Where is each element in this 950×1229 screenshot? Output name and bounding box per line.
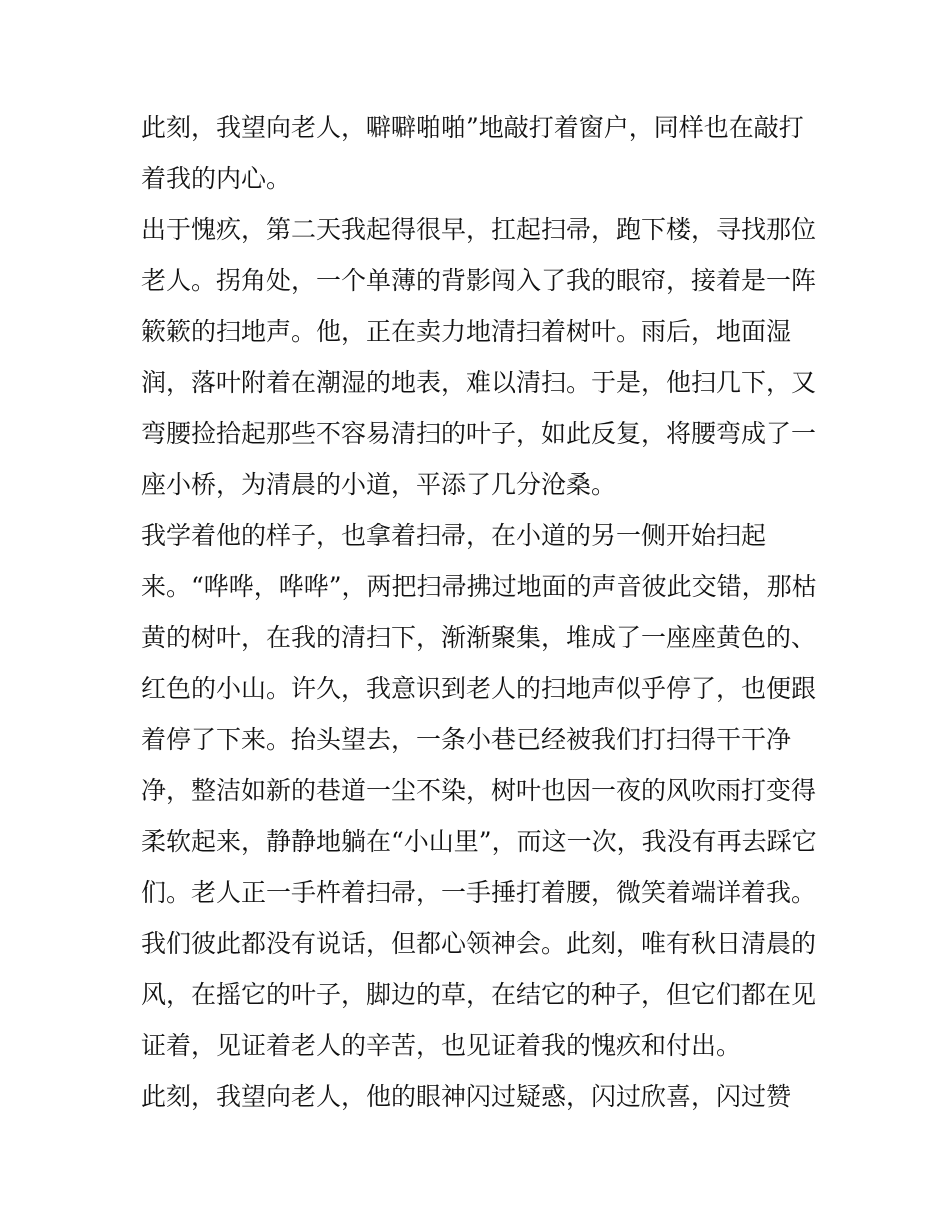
text-line: 我们彼此都没有说话，但都心领神会。此刻，唯有秋日清晨的 [141,929,817,958]
text-line: 润，落叶附着在潮湿的地表，难以清扫。于是，他扫几下，又 [141,368,817,397]
text-line: 证着，见证着老人的辛苦，也见证着我的愧疚和付出。 [141,1031,742,1060]
text-line: 柔软起来，静静地躺在“小山里”，而这一次，我没有再去踩它 [141,827,817,856]
text-line: 出于愧疚，第二天我起得很早，扛起扫帚，跑下楼，寻找那位 [141,215,817,244]
text-line: 此刻，我望向老人，噼噼啪啪”地敲打着窗户，同样也在敲打 [141,113,804,142]
text-line: 着我的内心。 [141,164,292,193]
text-line: 我学着他的样子，也拿着扫帚，在小道的另一侧开始扫起 [141,521,767,550]
text-line: 净，整洁如新的巷道一尘不染，树叶也因一夜的风吹雨打变得 [141,776,817,805]
text-line: 着停了下来。抬头望去，一条小巷已经被我们打扫得干干净 [141,725,792,754]
text-line: 风，在摇它的叶子，脚边的草，在结它的种子，但它们都在见 [141,980,817,1009]
text-line: 弯腰捡拾起那些不容易清扫的叶子，如此反复，将腰弯成了一 [141,419,817,448]
text-line: 来。“哗哗，哗哗”，两把扫帚拂过地面的声音彼此交错，那枯 [141,572,817,601]
text-line: 此刻，我望向老人，他的眼神闪过疑惑，闪过欣喜，闪过赞 [141,1082,792,1111]
text-line: 红色的小山。许久，我意识到老人的扫地声似乎停了，也便跟 [141,674,817,703]
text-line: 老人。拐角处，一个单薄的背影闯入了我的眼帘，接着是一阵 [141,266,817,295]
text-line: 簌簌的扫地声。他，正在卖力地清扫着树叶。雨后，地面湿 [141,317,792,346]
text-line: 座小桥，为清晨的小道，平添了几分沧桑。 [141,470,617,499]
text-line: 们。老人正一手杵着扫帚，一手捶打着腰，微笑着端详着我。 [141,878,817,907]
text-line: 黄的树叶，在我的清扫下，渐渐聚集，堆成了一座座黄色的、 [141,623,817,652]
